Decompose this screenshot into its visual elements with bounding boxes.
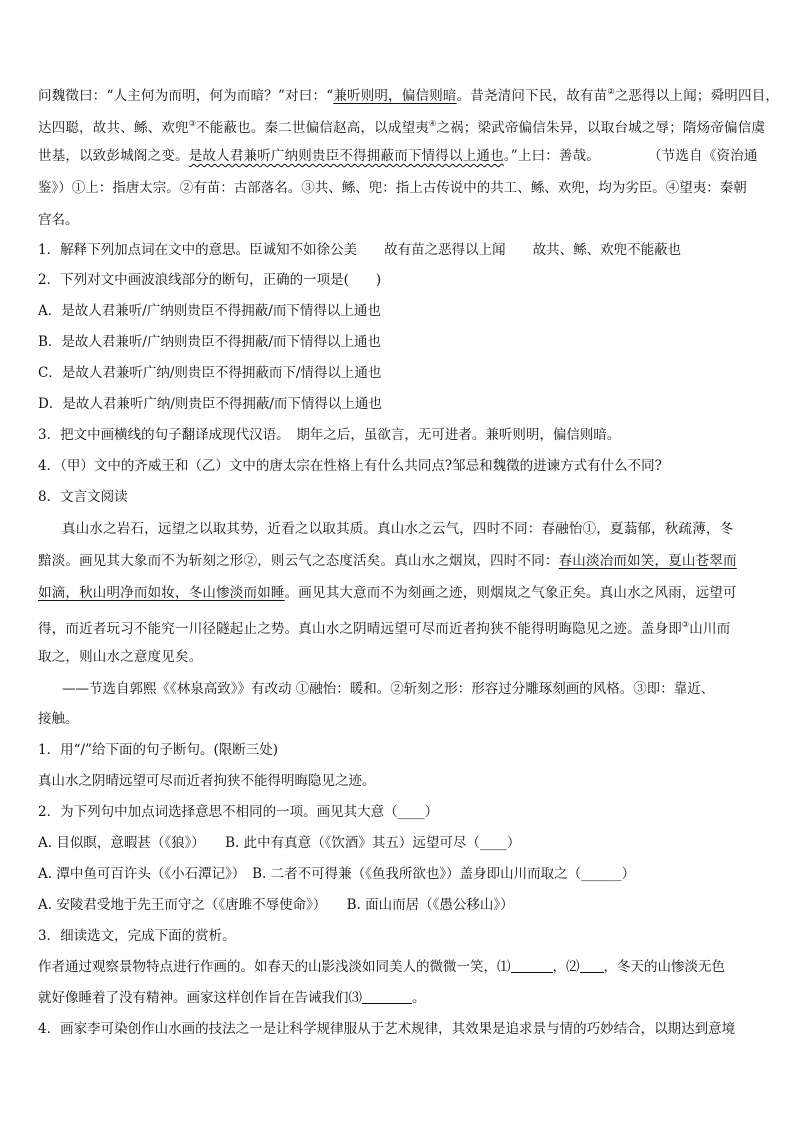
question-b1-sentence: 真山水之阴晴远望可尽而近者拘狭不能得明晦隐见之迹。 — [38, 773, 376, 789]
option-c[interactable]: C．是故人君兼听广纳/则贵臣不得拥蔽而下/情得以上通也 — [38, 365, 382, 381]
question-2: 2．下列对文中画波浪线部分的断句，正确的一项是( ) — [38, 272, 382, 288]
section8-line-2 — [38, 551, 768, 571]
blank-number: ⑵ — [566, 959, 580, 975]
source-note: （节选自《资治通 — [648, 148, 758, 164]
text: 世基，以致彭城阁之变。 — [38, 148, 189, 164]
option-d[interactable]: D．是故人君兼听广纳/则贵臣不得拥蔽/而下情得以上通也 — [38, 396, 382, 412]
passage-line-3 — [38, 146, 768, 166]
wavy-underlined-sentence: 是故人君兼听广纳则贵臣不得拥蔽而下情得以上通也 — [188, 148, 504, 164]
text: 不能蔽也。秦二世偏信赵高，以成望夷 — [196, 120, 429, 136]
footnote-mark: ④ — [428, 119, 437, 128]
underlined-sentence: 兼听则明，偏信则暗 — [333, 88, 457, 104]
text: 就好像睡着了没有精神。画家这样创作旨在告诫我们 — [38, 990, 349, 1006]
underlined-sentence: 春山淡冶而如笑，夏山苍翠而 — [558, 553, 737, 569]
passage-notes-2: 宫名。 — [38, 212, 79, 228]
footnote-mark: ③ — [188, 119, 197, 128]
text: 黯淡。画见其大象而不为斩刻之形②，则云气之态度活矣。真山水之烟岚，四时不同： — [38, 553, 559, 569]
section8-line-3 — [38, 583, 768, 603]
section-heading: 8．文言文阅读 — [38, 489, 128, 505]
section8-note-1: ——节选自郭熙《《林泉高致》》有改动 ①融怡：暖和。②斩刻之形：形容过分雕琢刻画的风格。③即：靠近、 — [62, 681, 715, 697]
question-3: 3．把文中画横线的句子翻译成现代汉语。 期年之后，虽欲言，无可进者。兼听则明，偏信则暗。 — [38, 427, 621, 443]
text: ， — [552, 959, 566, 975]
section8-line-1: 真山水之岩石，远望之以取其势，近看之以取其质。真山水之云气，四时不同：春融怡①，夏蓊郁，秋疏薄，冬 — [62, 521, 734, 537]
blank-number: ⑶ — [348, 990, 362, 1006]
text: 问魏徵曰：“人主何为而明，何为而暗？”对曰：“ — [38, 88, 334, 104]
question-b1: 1．用“/”给下面的句子断句。(限断三处) — [38, 742, 278, 758]
text: 。画见其大意而不为刻画之迹，则烟岚之气象正矣。真山水之风雨，远望可 — [284, 585, 737, 601]
option-a[interactable]: A．是故人君兼听/广纳则贵臣不得拥蔽/而下情得以上通也 — [38, 303, 381, 319]
question-b2-row-3: A. 安陵君受地于先王而守之（《唐雎不辱使命》） B. 面山而居（《愚公移山》） — [38, 897, 514, 913]
text: 之祸；梁武帝偏信朱异，以取台城之辱；隋炀帝偏信虞 — [436, 120, 766, 136]
question-4: 4．（甲）文中的齐威王和（乙）文中的唐太宗在性格上有什么共同点?邹忌和魏徵的进谏方式有什么不同? — [38, 458, 662, 474]
question-b2-row-2: A. 潭中鱼可百许头（《小石潭记》） B. 二者不可得兼（《鱼我所欲也》）盖身即山川而取之（______） — [38, 866, 636, 882]
passage-line-2 — [38, 114, 768, 138]
text: 山川而 — [689, 621, 731, 637]
text: ，冬天的山惨淡无色 — [603, 959, 725, 975]
footnote-mark: ② — [607, 87, 615, 96]
footnote-mark: ③ — [681, 620, 690, 629]
question-b3: 3．细读选文，完成下面的赏析。 — [38, 928, 236, 944]
section8-line-5: 取之，则山水之意度见矣。 — [38, 649, 203, 665]
section8-line-4 — [38, 615, 768, 639]
text: 得，而近者玩习不能究一川径隧起止之势。真山水之阴晴远望可尽而近者拘狭不能得明晦隐见之迹。盖身即 — [38, 621, 682, 637]
text: 达四聪，故共、鲧、欢兜 — [38, 120, 189, 136]
question-b3-line-1 — [38, 957, 768, 977]
question-b4: 4．画家李可染创作山水画的技法之一是让科学规律服从于艺术规律，其效果是追求景与情的巧妙结合，以期达到意境 — [38, 1021, 736, 1037]
text: 。昔尧清问下民，故有苗 — [456, 88, 608, 104]
option-b[interactable]: B．是故人君兼听/广纳则贵臣不得拥蔽/而下情得以上通也 — [38, 334, 382, 350]
text: 之恶得以上闻；舜明四目， — [614, 88, 780, 104]
underlined-sentence: 如滴，秋山明净而如妆，冬山惨淡而如睡 — [38, 585, 285, 601]
answer-blank-1[interactable] — [511, 958, 553, 973]
passage-line-1 — [38, 82, 780, 106]
answer-blank-2[interactable] — [580, 958, 604, 973]
text: 。”上曰：善哉。 — [503, 148, 601, 164]
question-1: 1．解释下列加点词在文中的意思。臣诚知不如徐公美 故有苗之恶得以上闻 故共、鲧、欢兜不能蔽也 — [38, 242, 682, 258]
section8-note-2: 接触。 — [38, 711, 79, 727]
question-b2: 2．为下列句中加点词选择意思不相同的一项。画见其大意（____） — [38, 804, 439, 820]
question-b3-line-2 — [38, 988, 768, 1008]
answer-blank-3[interactable] — [362, 989, 412, 1004]
text: 。 — [412, 990, 426, 1006]
blank-number: ⑴ — [497, 959, 511, 975]
question-b2-row-1: A. 目似瞑，意暇甚（《狼》） B. 此中有真意（《饮酒》其五）远望可尽（____） — [38, 835, 521, 851]
text: 作者通过观察景物特点进行作画的。如春天的山影浅淡如同美人的微微一笑， — [38, 959, 497, 975]
passage-notes-1: 鉴》）①上：指唐太宗。②有苗：古部落名。③共、鲧、兜：指上古传说中的共工、鲧、欢兜，均为劣臣。④望夷：秦朝 — [38, 180, 747, 196]
